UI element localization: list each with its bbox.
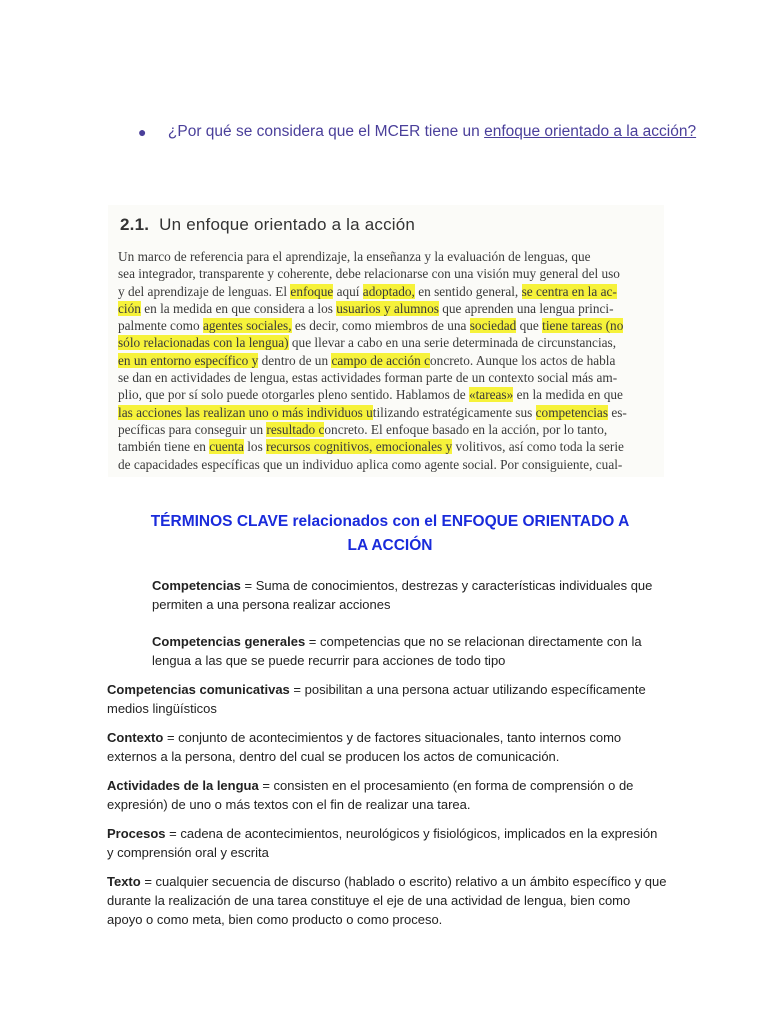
definition-item — [107, 872, 667, 929]
excerpt-text: y del aprendizaje de lenguas. El — [118, 283, 291, 299]
definition-item — [152, 576, 672, 614]
definition-text: = cualquier secuencia de discurso (hablado o escrito) relativo a un ámbito específico y que durante la realización de una tarea constituye el eje de una actividad de lengua, bien como apoyo o como meta, bien como producto o como proceso. — [107, 874, 667, 927]
definition-term: Actividades de la lengua — [107, 778, 259, 793]
definition-text: = posibilitan a una persona actuar utilizando específicamente medios lingüísticos — [107, 682, 646, 716]
excerpt-text: aquí — [333, 283, 363, 299]
excerpt-text: Un marco de referencia para el aprendizaje, la enseñanza y la evaluación de lenguas, que — [118, 249, 591, 264]
definition-text: = competencias que no se relacionan directamente con la lengua a las que se puede recurrir para acciones de todo tipo — [152, 634, 642, 668]
excerpt-line — [118, 404, 658, 421]
excerpt-line — [118, 334, 658, 351]
highlighted-text: cuenta — [209, 439, 244, 455]
scanned-book-excerpt — [108, 205, 664, 477]
excerpt-text: oncreto. Aunque los actos de habla — [430, 352, 616, 368]
excerpt-line — [118, 421, 658, 438]
excerpt-text: que — [516, 318, 543, 334]
definition-text: = conjunto de acontecimientos y de factores situacionales, tanto internos como externos a la persona, dentro del cual se producen los actos de comunicación. — [107, 730, 622, 764]
definition-text: = Suma de conocimientos, destrezas y características individuales que permiten a una persona realizar acciones — [152, 578, 653, 612]
excerpt-text: en sentido general, — [414, 283, 522, 299]
excerpt-text: pecíficas para conseguir un — [118, 421, 267, 437]
definition-text: = cadena de acontecimientos, neurológicos y fisiológicos, implicados en la expresión y comprensión oral y escrita — [107, 826, 658, 860]
highlighted-text: sociedad — [469, 318, 517, 334]
definition-term: Procesos — [107, 826, 166, 841]
excerpt-line — [118, 386, 658, 403]
excerpt-text: se dan en actividades de lengua, estas actividades forman parte de un contexto social más am- — [118, 370, 618, 386]
highlighted-text: agentes sociales, — [202, 318, 292, 334]
section-title — [120, 215, 415, 235]
bullet-dot-icon: ● — [138, 124, 147, 140]
excerpt-text: también tiene en — [118, 439, 210, 455]
question-link[interactable]: enfoque orientado a la acción? — [484, 123, 697, 140]
excerpt-line — [118, 369, 658, 386]
highlighted-text: recursos cognitivos, emocionales y — [266, 439, 453, 455]
excerpt-text: en la medida en que — [513, 387, 623, 403]
excerpt-body — [118, 248, 658, 473]
highlighted-text: sólo relacionadas con la lengua) — [118, 335, 289, 351]
excerpt-line — [118, 317, 658, 334]
definition-term: Competencias generales — [152, 634, 306, 649]
definition-term: Texto — [107, 874, 141, 889]
excerpt-text: que llevar a cabo en una serie determinada de circunstancias, — [288, 335, 617, 351]
excerpt-text: oncreto. El enfoque basado en la acción, por lo tanto, — [324, 421, 608, 437]
excerpt-text: palmente como — [118, 318, 203, 334]
question-prefix: ¿Por qué se considera que el MCER tiene un — [167, 123, 485, 140]
definition-item — [107, 680, 667, 718]
excerpt-text: de capacidades específicas que un individuo aplica como agente social. Por consiguiente, cual- — [118, 456, 623, 472]
highlighted-text: campo de acción c — [331, 352, 431, 368]
key-terms-heading: TÉRMINOS CLAVE relacionados con el ENFOQUE ORIENTADO A LA ACCIÓN — [150, 513, 630, 554]
highlighted-text: «tareas» — [468, 387, 514, 403]
definition-item — [107, 824, 667, 862]
excerpt-line — [118, 283, 658, 300]
highlighted-text: tiene tareas (no — [542, 318, 624, 334]
excerpt-line — [118, 352, 658, 369]
highlighted-text: enfoque — [290, 283, 334, 299]
excerpt-text: tilizando estratégicamente sus — [372, 404, 536, 420]
definition-item — [152, 632, 672, 670]
excerpt-text: es decir, como miembros de una — [291, 318, 470, 334]
excerpt-text: que aprenden una lengua princi- — [438, 300, 614, 316]
definition-text: = consisten en el procesamiento (en forma de comprensión o de expresión) de uno o más textos con el fin de realizar una tarea. — [107, 778, 634, 812]
highlighted-text: competencias — [535, 404, 609, 420]
highlighted-text: adoptado, — [362, 283, 415, 299]
excerpt-text: en la medida en que considera a los — [140, 300, 337, 316]
excerpt-line — [118, 248, 658, 265]
excerpt-line — [118, 456, 658, 473]
question-bullet — [138, 120, 698, 144]
highlighted-text: usuarios y alumnos — [336, 300, 439, 316]
excerpt-text: los — [243, 439, 267, 455]
excerpt-text: plio, que por sí solo puede otorgarles pleno sentido. Hablamos de — [118, 387, 469, 403]
section-title-text: Un enfoque orientado a la acción — [159, 215, 416, 234]
definition-term: Contexto — [107, 730, 164, 745]
excerpt-line — [118, 265, 658, 282]
excerpt-text: dentro de un — [258, 352, 332, 368]
excerpt-line — [118, 438, 658, 455]
highlighted-text: resultado c — [266, 421, 325, 437]
excerpt-text: es- — [608, 404, 627, 420]
section-number: 2.1. — [120, 215, 150, 234]
excerpt-line — [118, 300, 658, 317]
highlighted-text: las acciones las realizan uno o más individuos u — [118, 404, 373, 420]
excerpt-text: sea integrador, transparente y coherente, debe relacionarse con una visión muy general del uso — [118, 266, 620, 282]
highlighted-text: se centra en la ac- — [521, 283, 617, 299]
definition-term: Competencias — [152, 578, 241, 593]
question-text — [138, 120, 698, 144]
highlighted-text: en un entorno específico y — [118, 352, 259, 368]
definition-item — [107, 728, 667, 766]
definition-term: Competencias comunicativas — [107, 682, 290, 697]
highlighted-text: ción — [118, 300, 141, 316]
definition-item — [107, 776, 667, 814]
excerpt-text: volitivos, así como toda la serie — [452, 439, 624, 455]
